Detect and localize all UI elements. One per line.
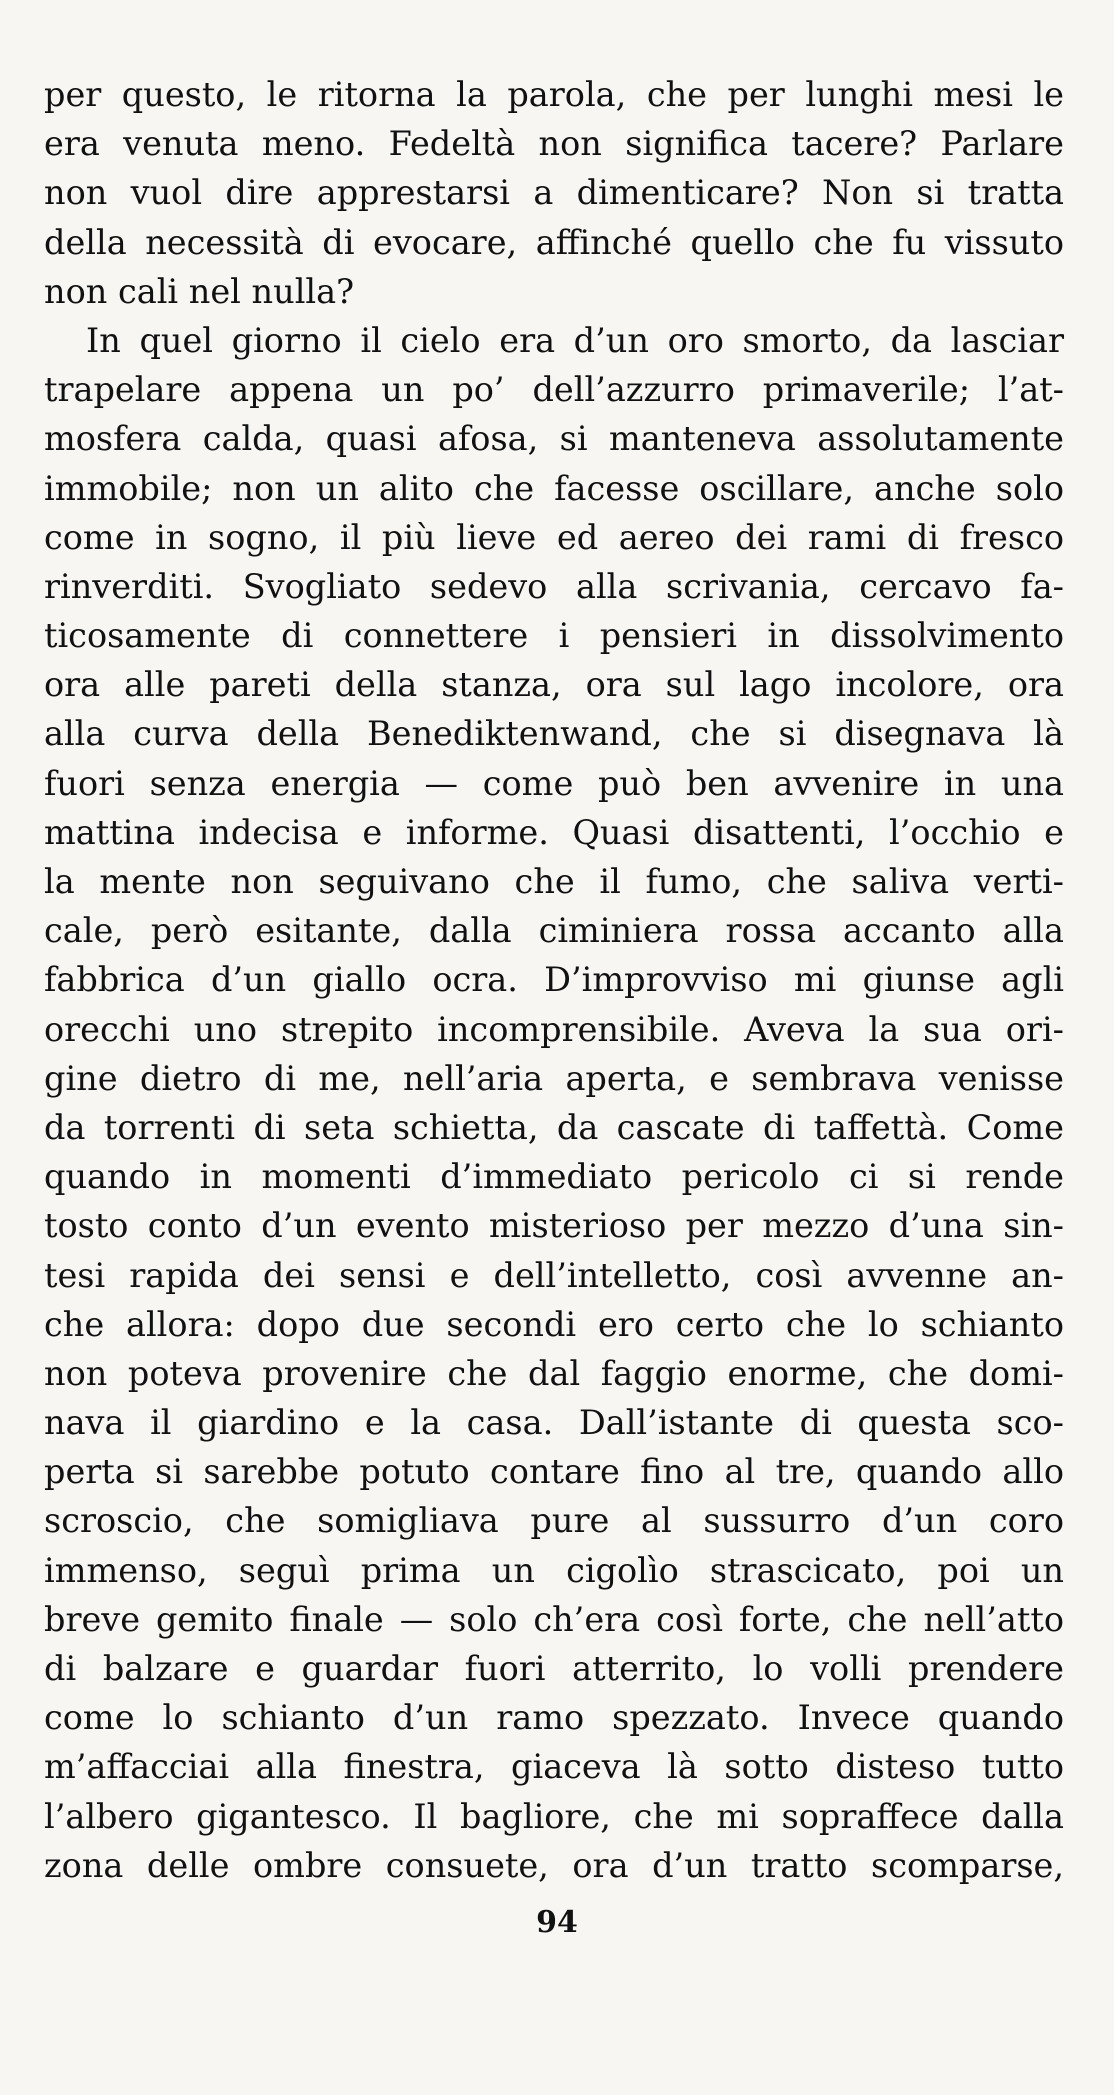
- text-line: trapelare appena un po’ dell’azzurro primaverile; l’at-: [44, 370, 1064, 410]
- text-line: In quel giorno il cielo era d’un oro smorto, da lasciar: [86, 320, 1064, 360]
- text-line: ticosamente di connettere i pensieri in dissolvimento: [44, 616, 1064, 656]
- text-line: non poteva provenire che dal faggio enorme, che domi-: [44, 1353, 1064, 1393]
- text-line: immobile; non un alito che facesse oscillare, anche solo: [44, 468, 1064, 508]
- text-line: quando in momenti d’immediato pericolo ci si rende: [44, 1157, 1064, 1197]
- text-line: zona delle ombre consuete, ora d’un tratto scomparse,: [44, 1845, 1064, 1885]
- text-line: perta si sarebbe potuto contare fino al tre, quando allo: [44, 1452, 1064, 1492]
- text-line: come in sogno, il più lieve ed aereo dei rami di fresco: [44, 517, 1064, 557]
- text-line: nava il giardino e la casa. Dall’istante di questa sco-: [44, 1403, 1064, 1443]
- text-line: da torrenti di seta schietta, da cascate di taffettà. Come: [44, 1107, 1064, 1147]
- text-line: m’affacciai alla finestra, giaceva là sotto disteso tutto: [44, 1747, 1064, 1787]
- text-line: fuori senza energia — come può ben avvenire in una: [44, 763, 1064, 803]
- text-line: ora alle pareti della stanza, ora sul lago incolore, ora: [44, 665, 1064, 705]
- text-line: scroscio, che somigliava pure al sussurro d’un coro: [44, 1501, 1064, 1541]
- text-line: orecchi uno strepito incomprensibile. Aveva la sua ori-: [44, 1009, 1064, 1049]
- text-line: per questo, le ritorna la parola, che per lunghi mesi le: [44, 75, 1064, 114]
- text-line: mattina indecisa e informe. Quasi disattenti, l’occhio e: [44, 812, 1064, 852]
- text-line: gine dietro di me, nell’aria aperta, e sembrava venisse: [44, 1058, 1064, 1098]
- text-line: fabbrica d’un giallo ocra. D’improvviso mi giunse agli: [44, 960, 1064, 1000]
- text-line: mosfera calda, quasi afosa, si manteneva assolutamente: [44, 419, 1064, 459]
- text-line: alla curva della Benediktenwand, che si disegnava là: [44, 714, 1064, 754]
- text-line: che allora: dopo due secondi ero certo che lo schianto: [44, 1304, 1064, 1344]
- text-line: di balzare e guardar fuori atterrito, lo volli prendere: [44, 1649, 1064, 1688]
- body-text: [44, 70, 1064, 1890]
- text-line: tesi rapida dei sensi e dell’intelletto, così avvenne an-: [44, 1255, 1064, 1295]
- text-line: la mente non seguivano che il fumo, che saliva verti-: [44, 862, 1064, 901]
- text-line: cale, però esitante, dalla ciminiera rossa accanto alla: [44, 911, 1064, 951]
- text-line: l’albero gigantesco. Il bagliore, che mi sopraffece dalla: [44, 1796, 1064, 1836]
- text-line: era venuta meno. Fedeltà non significa tacere? Parlare: [44, 124, 1064, 164]
- text-line: non vuol dire apprestarsi a dimenticare? Non si tratta: [44, 173, 1064, 213]
- text-line: immenso, seguì prima un cigolìo strascicato, poi un: [44, 1550, 1064, 1590]
- text-line: non cali nel nulla?: [44, 271, 355, 311]
- text-line: breve gemito finale — solo ch’era così forte, che nell’atto: [44, 1599, 1064, 1639]
- text-line: come lo schianto d’un ramo spezzato. Invece quando: [44, 1698, 1064, 1738]
- text-line: rinverditi. Svogliato sedevo alla scrivania, cercavo fa-: [44, 566, 1064, 606]
- text-line: tosto conto d’un evento misterioso per mezzo d’una sin-: [44, 1206, 1064, 1246]
- text-line: della necessità di evocare, affinché quello che fu vissuto: [44, 222, 1064, 262]
- page-number: 94: [536, 1905, 578, 1940]
